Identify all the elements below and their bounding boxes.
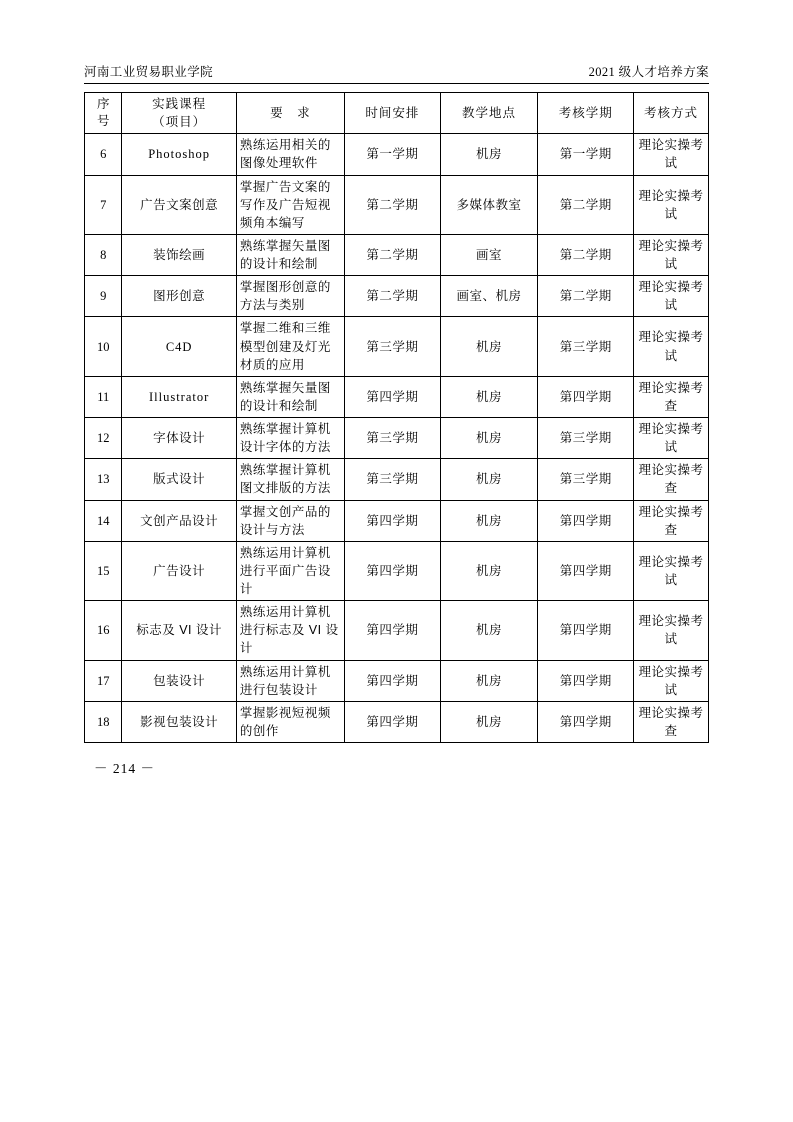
table-row — [85, 317, 709, 376]
cell-course-name: 标志及 VI 设计 — [122, 601, 236, 660]
cell-course-name: 图形创意 — [122, 276, 236, 317]
table-row — [85, 376, 709, 417]
cell-exam-term: 第三学期 — [538, 317, 634, 376]
cell-seq: 15 — [85, 541, 122, 600]
column-header-exam-term: 考核学期 — [538, 93, 634, 134]
table-row — [85, 234, 709, 275]
cell-place: 机房 — [440, 660, 538, 701]
column-header-requirement: 要 求 — [236, 93, 344, 134]
cell-schedule: 第四学期 — [344, 701, 440, 742]
column-header-place: 教学地点 — [440, 93, 538, 134]
cell-seq: 7 — [85, 175, 122, 234]
cell-exam-mode: 理论实操考查 — [634, 701, 709, 742]
cell-seq: 17 — [85, 660, 122, 701]
cell-course-name: 影视包装设计 — [122, 701, 236, 742]
cell-exam-term: 第一学期 — [538, 134, 634, 175]
cell-course-name: Illustrator — [122, 376, 236, 417]
cell-exam-term: 第二学期 — [538, 175, 634, 234]
table-row — [85, 500, 709, 541]
cell-schedule: 第四学期 — [344, 660, 440, 701]
cell-requirement: 熟练运用计算机进行平面广告设计 — [236, 541, 344, 600]
cell-place: 画室 — [440, 234, 538, 275]
header-document-title: 2021 级人才培养方案 — [588, 65, 709, 79]
cell-seq: 6 — [85, 134, 122, 175]
cell-requirement: 掌握影视短视频的创作 — [236, 701, 344, 742]
cell-requirement: 掌握图形创意的方法与类别 — [236, 276, 344, 317]
cell-course-name: 包装设计 — [122, 660, 236, 701]
cell-exam-mode: 理论实操考试 — [634, 276, 709, 317]
cell-seq: 12 — [85, 418, 122, 459]
cell-course-name: Photoshop — [122, 134, 236, 175]
table-row — [85, 175, 709, 234]
cell-seq: 11 — [85, 376, 122, 417]
cell-exam-mode: 理论实操考查 — [634, 459, 709, 500]
cell-schedule: 第四学期 — [344, 601, 440, 660]
cell-place: 机房 — [440, 541, 538, 600]
cell-place: 机房 — [440, 459, 538, 500]
cell-exam-term: 第四学期 — [538, 541, 634, 600]
column-header-schedule: 时间安排 — [344, 93, 440, 134]
cell-place: 机房 — [440, 376, 538, 417]
cell-schedule: 第三学期 — [344, 459, 440, 500]
cell-place: 机房 — [440, 418, 538, 459]
cell-exam-term: 第四学期 — [538, 701, 634, 742]
table-row — [85, 418, 709, 459]
cell-requirement: 掌握二维和三维模型创建及灯光材质的应用 — [236, 317, 344, 376]
cell-course-name: 字体设计 — [122, 418, 236, 459]
cell-place: 机房 — [440, 701, 538, 742]
cell-exam-mode: 理论实操考试 — [634, 601, 709, 660]
cell-exam-mode: 理论实操考试 — [634, 418, 709, 459]
cell-exam-mode: 理论实操考查 — [634, 376, 709, 417]
table-body — [85, 134, 709, 743]
table-row — [85, 459, 709, 500]
cell-place: 机房 — [440, 500, 538, 541]
cell-place: 多媒体教室 — [440, 175, 538, 234]
cell-requirement: 熟练掌握计算机图文排版的方法 — [236, 459, 344, 500]
table-row — [85, 134, 709, 175]
cell-schedule: 第四学期 — [344, 500, 440, 541]
cell-exam-term: 第四学期 — [538, 601, 634, 660]
cell-exam-mode: 理论实操考试 — [634, 175, 709, 234]
cell-exam-mode: 理论实操考试 — [634, 541, 709, 600]
cell-requirement: 掌握广告文案的写作及广告短视频角本编写 — [236, 175, 344, 234]
cell-schedule: 第三学期 — [344, 317, 440, 376]
table-row — [85, 701, 709, 742]
cell-requirement: 熟练运用计算机进行包装设计 — [236, 660, 344, 701]
cell-seq: 18 — [85, 701, 122, 742]
table-row — [85, 660, 709, 701]
cell-seq: 8 — [85, 234, 122, 275]
cell-place: 机房 — [440, 134, 538, 175]
table-row — [85, 276, 709, 317]
cell-place: 画室、机房 — [440, 276, 538, 317]
cell-course-name: 广告文案创意 — [122, 175, 236, 234]
cell-schedule: 第二学期 — [344, 234, 440, 275]
cell-course-name: 文创产品设计 — [122, 500, 236, 541]
column-header-course: 实践课程 （项目） — [122, 93, 236, 134]
cell-exam-term: 第四学期 — [538, 376, 634, 417]
cell-exam-term: 第二学期 — [538, 234, 634, 275]
page-number: － 214 － — [94, 761, 155, 776]
cell-schedule: 第三学期 — [344, 418, 440, 459]
cell-course-name: 装饰绘画 — [122, 234, 236, 275]
cell-requirement: 熟练运用相关的图像处理软件 — [236, 134, 344, 175]
column-header-exam-mode: 考核方式 — [634, 93, 709, 134]
cell-schedule: 第二学期 — [344, 175, 440, 234]
table-row — [85, 541, 709, 600]
cell-requirement: 熟练掌握矢量图的设计和绘制 — [236, 376, 344, 417]
cell-exam-mode: 理论实操考查 — [634, 500, 709, 541]
cell-requirement: 熟练掌握计算机设计字体的方法 — [236, 418, 344, 459]
cell-schedule: 第一学期 — [344, 134, 440, 175]
cell-place: 机房 — [440, 317, 538, 376]
cell-exam-term: 第四学期 — [538, 660, 634, 701]
table-row — [85, 601, 709, 660]
cell-seq: 14 — [85, 500, 122, 541]
cell-exam-term: 第四学期 — [538, 500, 634, 541]
cell-course-name: 广告设计 — [122, 541, 236, 600]
cell-seq: 13 — [85, 459, 122, 500]
cell-exam-term: 第三学期 — [538, 418, 634, 459]
cell-schedule: 第二学期 — [344, 276, 440, 317]
cell-schedule: 第四学期 — [344, 376, 440, 417]
column-header-seq: 序 号 — [85, 93, 122, 134]
header-institution: 河南工业贸易职业学院 — [84, 65, 214, 79]
page-header — [84, 62, 709, 84]
cell-requirement: 掌握文创产品的设计与方法 — [236, 500, 344, 541]
cell-seq: 9 — [85, 276, 122, 317]
cell-exam-mode: 理论实操考试 — [634, 134, 709, 175]
table-header-row — [85, 93, 709, 134]
cell-place: 机房 — [440, 601, 538, 660]
cell-exam-mode: 理论实操考试 — [634, 660, 709, 701]
cell-schedule: 第四学期 — [344, 541, 440, 600]
cell-exam-term: 第三学期 — [538, 459, 634, 500]
cell-seq: 16 — [85, 601, 122, 660]
practice-course-table — [84, 92, 709, 743]
cell-course-name: C4D — [122, 317, 236, 376]
cell-exam-mode: 理论实操考试 — [634, 317, 709, 376]
cell-course-name: 版式设计 — [122, 459, 236, 500]
cell-requirement: 熟练掌握矢量图的设计和绘制 — [236, 234, 344, 275]
cell-exam-term: 第二学期 — [538, 276, 634, 317]
cell-exam-mode: 理论实操考试 — [634, 234, 709, 275]
cell-seq: 10 — [85, 317, 122, 376]
cell-requirement: 熟练运用计算机进行标志及 VI 设计 — [236, 601, 344, 660]
